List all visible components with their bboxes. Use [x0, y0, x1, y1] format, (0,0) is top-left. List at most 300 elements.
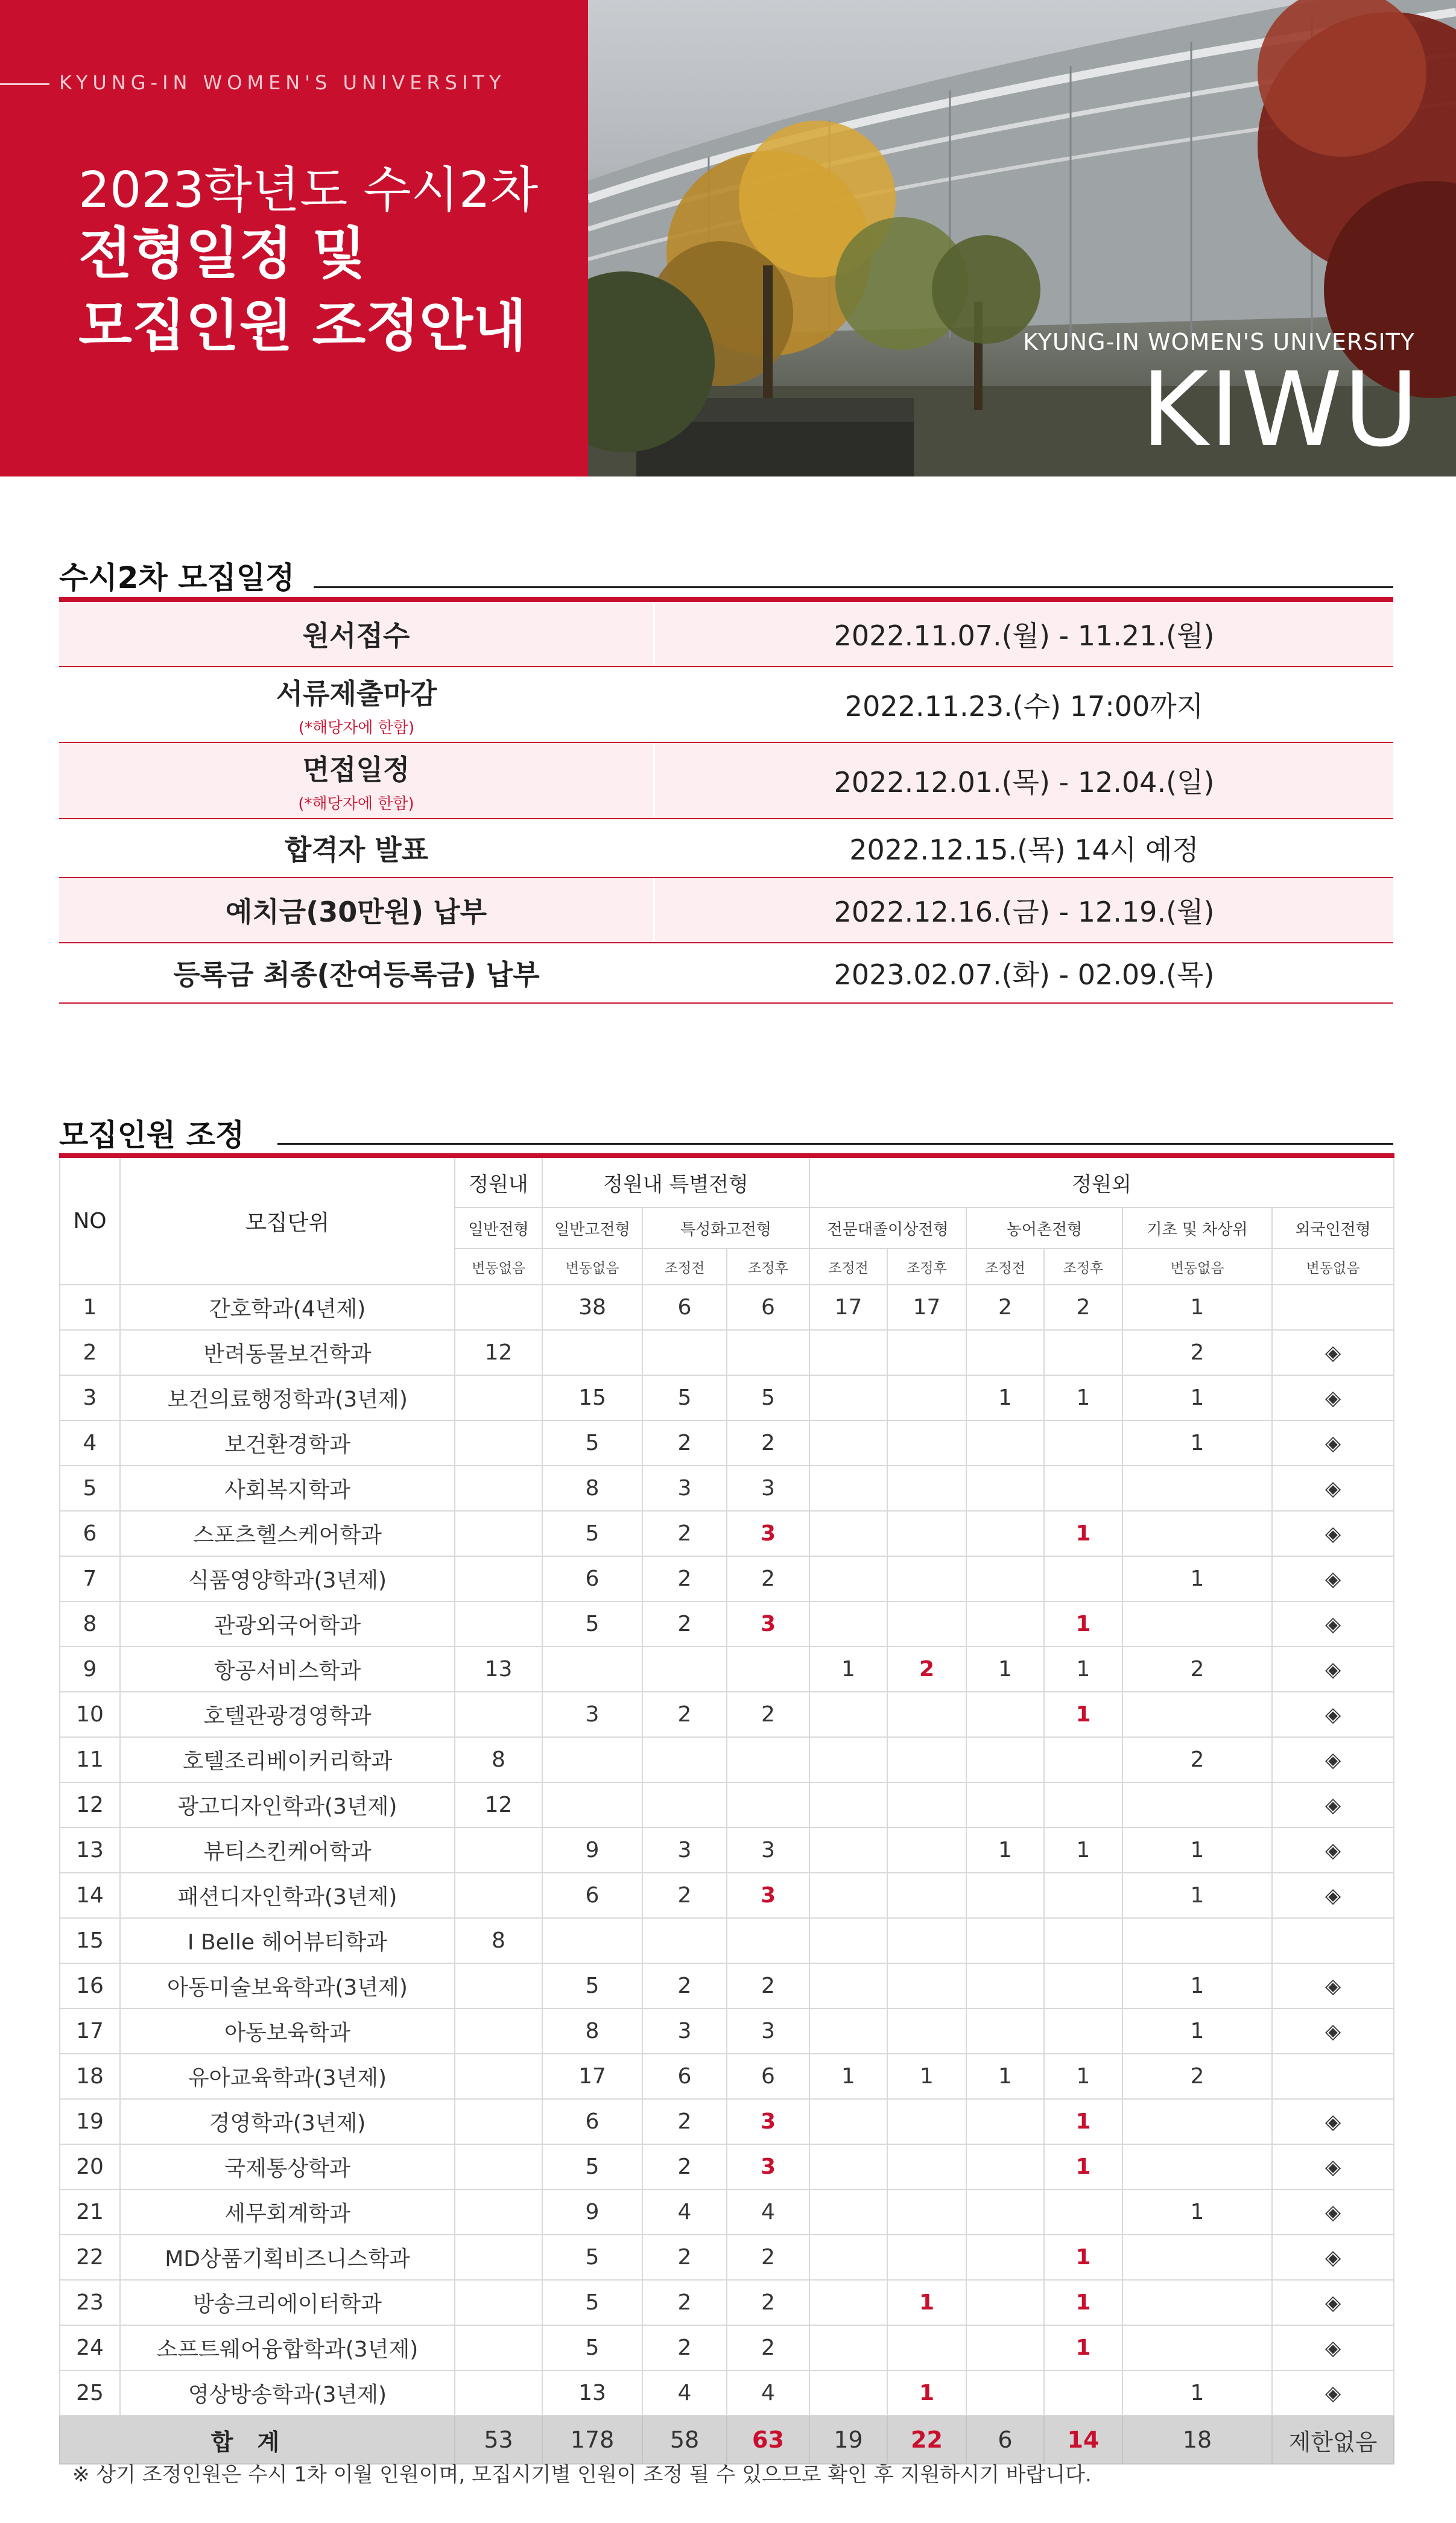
section-divider [277, 1143, 1393, 1145]
row-unit-name: 항공서비스학과 [120, 1647, 455, 1692]
quota-section-title: 모집인원 조정 [59, 1118, 245, 1153]
table-row [60, 1601, 1394, 1647]
quota-cell: 2 [727, 1556, 809, 1601]
quota-cell: 1 [966, 1375, 1044, 1420]
schedule-row [59, 667, 1393, 743]
quota-cell [809, 1963, 887, 2009]
quota-cell: 1 [1122, 1420, 1272, 1466]
table-row [60, 2054, 1394, 2099]
quota-cell [455, 2370, 542, 2416]
row-unit-name: 관광외국어학과 [120, 1601, 455, 1647]
quota-cell [455, 1420, 542, 1466]
quota-cell: 3 [727, 1873, 809, 1918]
quota-cell [887, 2009, 966, 2054]
row-unit-name: 세무회계학과 [120, 2189, 455, 2235]
quota-cell: 1 [1122, 2189, 1272, 2235]
total-cell: 53 [455, 2416, 542, 2464]
table-row [60, 2370, 1394, 2416]
quota-cell [1122, 1692, 1272, 1737]
quota-cell [966, 2325, 1044, 2370]
row-unit-name: 아동미술보육학과(3년제) [120, 1963, 455, 2009]
quota-cell: ◈ [1272, 2280, 1394, 2325]
quota-cell: 3 [642, 1466, 727, 1511]
quota-cell [966, 2189, 1044, 2235]
quota-cell [1272, 2054, 1394, 2099]
row-unit-name: 경영학과(3년제) [120, 2099, 455, 2144]
quota-cell [809, 1556, 887, 1601]
quota-cell: 1 [887, 2054, 966, 2099]
row-no: 10 [60, 1692, 120, 1737]
quota-cell: 3 [727, 2009, 809, 2054]
table-row [60, 2189, 1394, 2235]
header-no-change: 변동없음 [1122, 1249, 1272, 1285]
quota-cell: 2 [727, 1692, 809, 1737]
quota-cell: 6 [727, 1285, 809, 1330]
quota-cell [542, 1647, 642, 1692]
quota-cell [966, 1601, 1044, 1647]
header-no-change: 변동없음 [455, 1249, 542, 1285]
quota-cell [887, 2099, 966, 2144]
quota-cell: 5 [542, 2280, 642, 2325]
quota-cell [966, 1963, 1044, 2009]
quota-cell: ◈ [1272, 1556, 1394, 1601]
table-row [60, 1420, 1394, 1466]
quota-cell: 2 [966, 1285, 1044, 1330]
quota-cell [887, 1420, 966, 1466]
total-cell: 19 [809, 2416, 887, 2464]
table-row [60, 1285, 1394, 1330]
quota-cell [727, 1918, 809, 1963]
row-unit-name: 사회복지학과 [120, 1466, 455, 1511]
row-unit-name: 호텔조리베이커리학과 [120, 1737, 455, 1782]
decorative-line [0, 83, 49, 85]
quota-cell [887, 1466, 966, 1511]
quota-cell [966, 1420, 1044, 1466]
quota-cell [966, 1511, 1044, 1556]
quota-cell [809, 1737, 887, 1782]
quota-cell [809, 1420, 887, 1466]
header-after: 조정후 [1044, 1249, 1122, 1285]
quota-cell [455, 1285, 542, 1330]
quota-cell [809, 1330, 887, 1375]
quota-cell [455, 2235, 542, 2280]
quota-cell [887, 1601, 966, 1647]
brand-university-name: KYUNG-IN WOMEN'S UNIVERSITY [1023, 329, 1415, 355]
quota-cell: 2 [642, 2144, 727, 2189]
quota-cell [727, 1330, 809, 1375]
quota-cell: 3 [727, 2144, 809, 2189]
quota-cell: 5 [542, 2235, 642, 2280]
quota-cell [966, 2280, 1044, 2325]
quota-cell [887, 1873, 966, 1918]
quota-cell [1044, 1963, 1122, 2009]
header-after: 조정후 [727, 1249, 809, 1285]
quota-cell [887, 1556, 966, 1601]
quota-cell: 2 [727, 1963, 809, 2009]
quota-cell [727, 1782, 809, 1828]
quota-cell: ◈ [1272, 1692, 1394, 1737]
quota-cell: 13 [455, 1647, 542, 1692]
quota-cell [809, 2099, 887, 2144]
row-unit-name: 방송크리에이터학과 [120, 2280, 455, 2325]
table-row [60, 1873, 1394, 1918]
quota-cell: 1 [1122, 1375, 1272, 1420]
quota-cell: 2 [727, 1420, 809, 1466]
quota-cell: 2 [642, 2325, 727, 2370]
quota-cell [887, 1511, 966, 1556]
quota-cell: 1 [1044, 2235, 1122, 2280]
row-unit-name: 국제통상학과 [120, 2144, 455, 2189]
quota-cell: 1 [1044, 2325, 1122, 2370]
quota-cell [455, 2189, 542, 2235]
quota-cell [966, 2099, 1044, 2144]
quota-cell [966, 2009, 1044, 2054]
quota-cell [455, 1873, 542, 1918]
quota-cell [455, 2009, 542, 2054]
row-unit-name: 간호학과(4년제) [120, 1285, 455, 1330]
quota-cell: 17 [887, 1285, 966, 1330]
quota-cell: 8 [542, 1466, 642, 1511]
header-group-out: 정원외 [809, 1156, 1394, 1208]
schedule-table [59, 597, 1393, 1004]
row-no: 8 [60, 1601, 120, 1647]
row-no: 21 [60, 2189, 120, 2235]
schedule-value: 2022.12.15.(목) 14시 예정 [849, 834, 1199, 866]
row-no: 4 [60, 1420, 120, 1466]
quota-cell: 13 [542, 2370, 642, 2416]
quota-cell [887, 2144, 966, 2189]
schedule-label-cell [59, 819, 655, 877]
schedule-label: 예치금(30만원) 납부 [225, 896, 487, 928]
schedule-section-title: 수시2차 모집일정 [59, 560, 295, 595]
table-row [60, 1647, 1394, 1692]
quota-rows [60, 1285, 1394, 2416]
total-cell: 6 [966, 2416, 1044, 2464]
quota-cell: 6 [542, 1873, 642, 1918]
row-unit-name: 광고디자인학과(3년제) [120, 1782, 455, 1828]
university-name: KYUNG-IN WOMEN'S UNIVERSITY [59, 71, 506, 94]
schedule-label-cell [59, 878, 655, 942]
row-no: 18 [60, 2054, 120, 2099]
row-no: 1 [60, 1285, 120, 1330]
schedule-label-cell [59, 667, 655, 742]
row-unit-name: 영상방송학과(3년제) [120, 2370, 455, 2416]
quota-cell: 9 [542, 2189, 642, 2235]
row-unit-name: MD상품기획비즈니스학과 [120, 2235, 455, 2280]
quota-cell: 2 [1122, 1737, 1272, 1782]
quota-cell [809, 1692, 887, 1737]
header-no-change: 변동없음 [542, 1249, 642, 1285]
quota-cell: 12 [455, 1330, 542, 1375]
header-no: NO [60, 1156, 120, 1285]
header-special-hs: 특성화고전형 [642, 1208, 809, 1249]
quota-cell [809, 1601, 887, 1647]
quota-cell [1044, 1918, 1122, 1963]
quota-cell [887, 1692, 966, 1737]
quota-cell: 5 [542, 1511, 642, 1556]
quota-cell [642, 1782, 727, 1828]
quota-cell [1122, 1782, 1272, 1828]
quota-cell: 2 [642, 2280, 727, 2325]
quota-cell [542, 1782, 642, 1828]
quota-cell: 2 [1044, 1285, 1122, 1330]
header-banner [0, 0, 1456, 476]
header-group-in: 정원내 [455, 1156, 542, 1208]
table-row [60, 2325, 1394, 2370]
quota-cell: 2 [727, 2325, 809, 2370]
quota-cell [542, 1737, 642, 1782]
table-row [60, 1511, 1394, 1556]
quota-cell: 1 [1122, 2009, 1272, 2054]
header-before: 조정전 [966, 1249, 1044, 1285]
quota-cell [887, 1737, 966, 1782]
quota-cell: 1 [966, 1647, 1044, 1692]
quota-cell: 2 [887, 1647, 966, 1692]
table-row [60, 1828, 1394, 1873]
quota-cell: 1 [966, 2054, 1044, 2099]
quota-cell: ◈ [1272, 1647, 1394, 1692]
quota-cell: 6 [642, 1285, 727, 1330]
quota-cell: 2 [642, 1420, 727, 1466]
quota-cell [966, 1737, 1044, 1782]
row-unit-name: 뷰티스킨케어학과 [120, 1828, 455, 1873]
quota-cell: 5 [542, 2325, 642, 2370]
header-no-change: 변동없음 [1272, 1249, 1394, 1285]
quota-cell [887, 2189, 966, 2235]
total-cell: 14 [1044, 2416, 1122, 2464]
quota-cell [455, 1466, 542, 1511]
total-cell: 178 [542, 2416, 642, 2464]
quota-cell: 1 [887, 2370, 966, 2416]
quota-cell [809, 1375, 887, 1420]
schedule-value: 2022.11.23.(수) 17:00까지 [844, 690, 1204, 723]
total-cell: 58 [642, 2416, 727, 2464]
header-group-special: 정원내 특별전형 [542, 1156, 809, 1208]
quota-cell: 1 [887, 2280, 966, 2325]
quota-cell: 2 [642, 2235, 727, 2280]
quota-cell: 5 [542, 1601, 642, 1647]
table-row [60, 1782, 1394, 1828]
quota-cell: ◈ [1272, 1782, 1394, 1828]
row-no: 2 [60, 1330, 120, 1375]
schedule-label: 서류제출마감 [276, 677, 437, 710]
campus-photo [588, 0, 1456, 476]
quota-cell: 4 [727, 2370, 809, 2416]
table-row [60, 1556, 1394, 1601]
quota-cell: 1 [1044, 2099, 1122, 2144]
quota-cell [966, 2144, 1044, 2189]
quota-cell: 9 [542, 1828, 642, 1873]
quota-cell [809, 2189, 887, 2235]
quota-cell: 1 [1122, 2370, 1272, 2416]
quota-cell: 2 [642, 1963, 727, 2009]
quota-cell [966, 2235, 1044, 2280]
quota-cell: ◈ [1272, 1330, 1394, 1375]
quota-cell: ◈ [1272, 2099, 1394, 2144]
row-unit-name: 반려동물보건학과 [120, 1330, 455, 1375]
quota-cell [455, 1556, 542, 1601]
row-no: 12 [60, 1782, 120, 1828]
quota-cell [542, 1918, 642, 1963]
quota-cell: ◈ [1272, 2235, 1394, 2280]
quota-cell: ◈ [1272, 1963, 1394, 2009]
quota-cell [1122, 2325, 1272, 2370]
quota-cell: 2 [642, 1556, 727, 1601]
table-row [60, 2009, 1394, 2054]
quota-cell [542, 1330, 642, 1375]
quota-cell [887, 1963, 966, 2009]
row-no: 3 [60, 1375, 120, 1420]
quota-cell [809, 1873, 887, 1918]
quota-cell: 1 [1044, 1692, 1122, 1737]
schedule-row [59, 878, 1393, 943]
schedule-label-cell [59, 943, 655, 1002]
quota-cell: 8 [542, 2009, 642, 2054]
schedule-value: 2022.12.01.(목) - 12.04.(일) [834, 766, 1215, 799]
row-no: 5 [60, 1466, 120, 1511]
row-no: 25 [60, 2370, 120, 2416]
quota-cell [1272, 1918, 1394, 1963]
quota-cell: 15 [542, 1375, 642, 1420]
quota-cell: 1 [1044, 1647, 1122, 1692]
schedule-label: 원서접수 [302, 619, 410, 652]
row-no: 17 [60, 2009, 120, 2054]
quota-cell: 3 [642, 1828, 727, 1873]
row-no: 15 [60, 1918, 120, 1963]
row-unit-name: 스포츠헬스케어학과 [120, 1511, 455, 1556]
page-title-year: 2023학년도 수시2차 [78, 162, 539, 219]
quota-cell: 1 [809, 1647, 887, 1692]
quota-cell: ◈ [1272, 2189, 1394, 2235]
quota-cell: 5 [542, 1420, 642, 1466]
quota-cell [809, 2144, 887, 2189]
quota-cell [887, 1375, 966, 1420]
quota-cell [1122, 1466, 1272, 1511]
quota-cell [642, 1330, 727, 1375]
quota-cell: ◈ [1272, 2144, 1394, 2189]
total-cell: 63 [727, 2416, 809, 2464]
total-label: 합계 [60, 2416, 455, 2464]
schedule-value: 2023.02.07.(화) - 02.09.(목) [834, 958, 1215, 991]
schedule-value: 2022.11.07.(월) - 11.21.(월) [834, 619, 1215, 652]
row-unit-name: 소프트웨어융합학과(3년제) [120, 2325, 455, 2370]
quota-cell [1044, 1466, 1122, 1511]
row-no: 13 [60, 1828, 120, 1873]
quota-cell [809, 2370, 887, 2416]
quota-cell: ◈ [1272, 2009, 1394, 2054]
quota-cell: ◈ [1272, 2325, 1394, 2370]
quota-cell: ◈ [1272, 1511, 1394, 1556]
row-unit-name: 보건환경학과 [120, 1420, 455, 1466]
quota-cell: ◈ [1272, 1828, 1394, 1873]
quota-cell: 5 [542, 2144, 642, 2189]
schedule-row [59, 819, 1393, 878]
quota-cell: ◈ [1272, 1375, 1394, 1420]
total-cell: 제한없음 [1272, 2416, 1394, 2464]
quota-cell: 1 [1044, 1601, 1122, 1647]
quota-cell [966, 1782, 1044, 1828]
quota-cell [1122, 2099, 1272, 2144]
quota-cell [455, 2280, 542, 2325]
quota-cell [966, 1918, 1044, 1963]
quota-cell: 4 [642, 2189, 727, 2235]
quota-cell: 1 [966, 1828, 1044, 1873]
row-no: 24 [60, 2325, 120, 2370]
quota-cell: 1 [1122, 1963, 1272, 2009]
quota-cell: 1 [1122, 1285, 1272, 1330]
schedule-label: 합격자 발표 [284, 834, 429, 866]
quota-cell [809, 1918, 887, 1963]
quota-cell [455, 1511, 542, 1556]
quota-cell [966, 1556, 1044, 1601]
table-row [60, 1375, 1394, 1420]
quota-cell [1044, 1556, 1122, 1601]
quota-cell: 1 [1044, 1375, 1122, 1420]
table-row [60, 2235, 1394, 2280]
total-row [60, 2416, 1394, 2464]
quota-cell [727, 1647, 809, 1692]
quota-cell: 2 [1122, 2054, 1272, 2099]
quota-cell [1272, 1285, 1394, 1330]
header-foreign: 외국인전형 [1272, 1208, 1394, 1249]
quota-cell: 1 [809, 2054, 887, 2099]
schedule-row [59, 943, 1393, 1004]
quota-cell [887, 1918, 966, 1963]
quota-cell: 1 [1044, 2144, 1122, 2189]
header-before: 조정전 [809, 1249, 887, 1285]
quota-cell [1122, 1511, 1272, 1556]
quota-cell [809, 2280, 887, 2325]
brand-logo-text: KIWU [1141, 350, 1420, 470]
quota-cell: ◈ [1272, 1737, 1394, 1782]
header-college-grad: 전문대졸이상전형 [809, 1208, 966, 1249]
quota-cell: 6 [727, 2054, 809, 2099]
schedule-note: (*해당자에 한함) [298, 718, 415, 737]
total-cell: 18 [1122, 2416, 1272, 2464]
row-unit-name: 패션디자인학과(3년제) [120, 1873, 455, 1918]
quota-cell [809, 1782, 887, 1828]
quota-cell: 5 [642, 1375, 727, 1420]
table-row [60, 1918, 1394, 1963]
header-basic: 기초 및 차상위 [1122, 1208, 1272, 1249]
schedule-label-cell [59, 602, 655, 666]
quota-cell [1044, 1737, 1122, 1782]
quota-cell [455, 1601, 542, 1647]
row-no: 19 [60, 2099, 120, 2144]
quota-cell: 3 [727, 1828, 809, 1873]
row-no: 22 [60, 2235, 120, 2280]
quota-cell [887, 2235, 966, 2280]
row-no: 11 [60, 1737, 120, 1782]
row-no: 14 [60, 1873, 120, 1918]
total-cell: 22 [887, 2416, 966, 2464]
schedule-value: 2022.12.16.(금) - 12.19.(월) [834, 896, 1215, 928]
quota-cell: 6 [642, 2054, 727, 2099]
quota-cell [887, 1828, 966, 1873]
quota-cell: 17 [542, 2054, 642, 2099]
quota-cell: 5 [542, 1963, 642, 2009]
quota-cell [966, 1873, 1044, 1918]
quota-cell: 1 [1044, 2054, 1122, 2099]
quota-cell: 38 [542, 1285, 642, 1330]
quota-cell: 2 [727, 2235, 809, 2280]
quota-cell [809, 1466, 887, 1511]
quota-cell: 1 [1044, 1511, 1122, 1556]
row-unit-name: 아동보육학과 [120, 2009, 455, 2054]
schedule-label: 면접일정 [302, 753, 410, 786]
row-unit-name: 식품영양학과(3년제) [120, 1556, 455, 1601]
table-row [60, 1330, 1394, 1375]
